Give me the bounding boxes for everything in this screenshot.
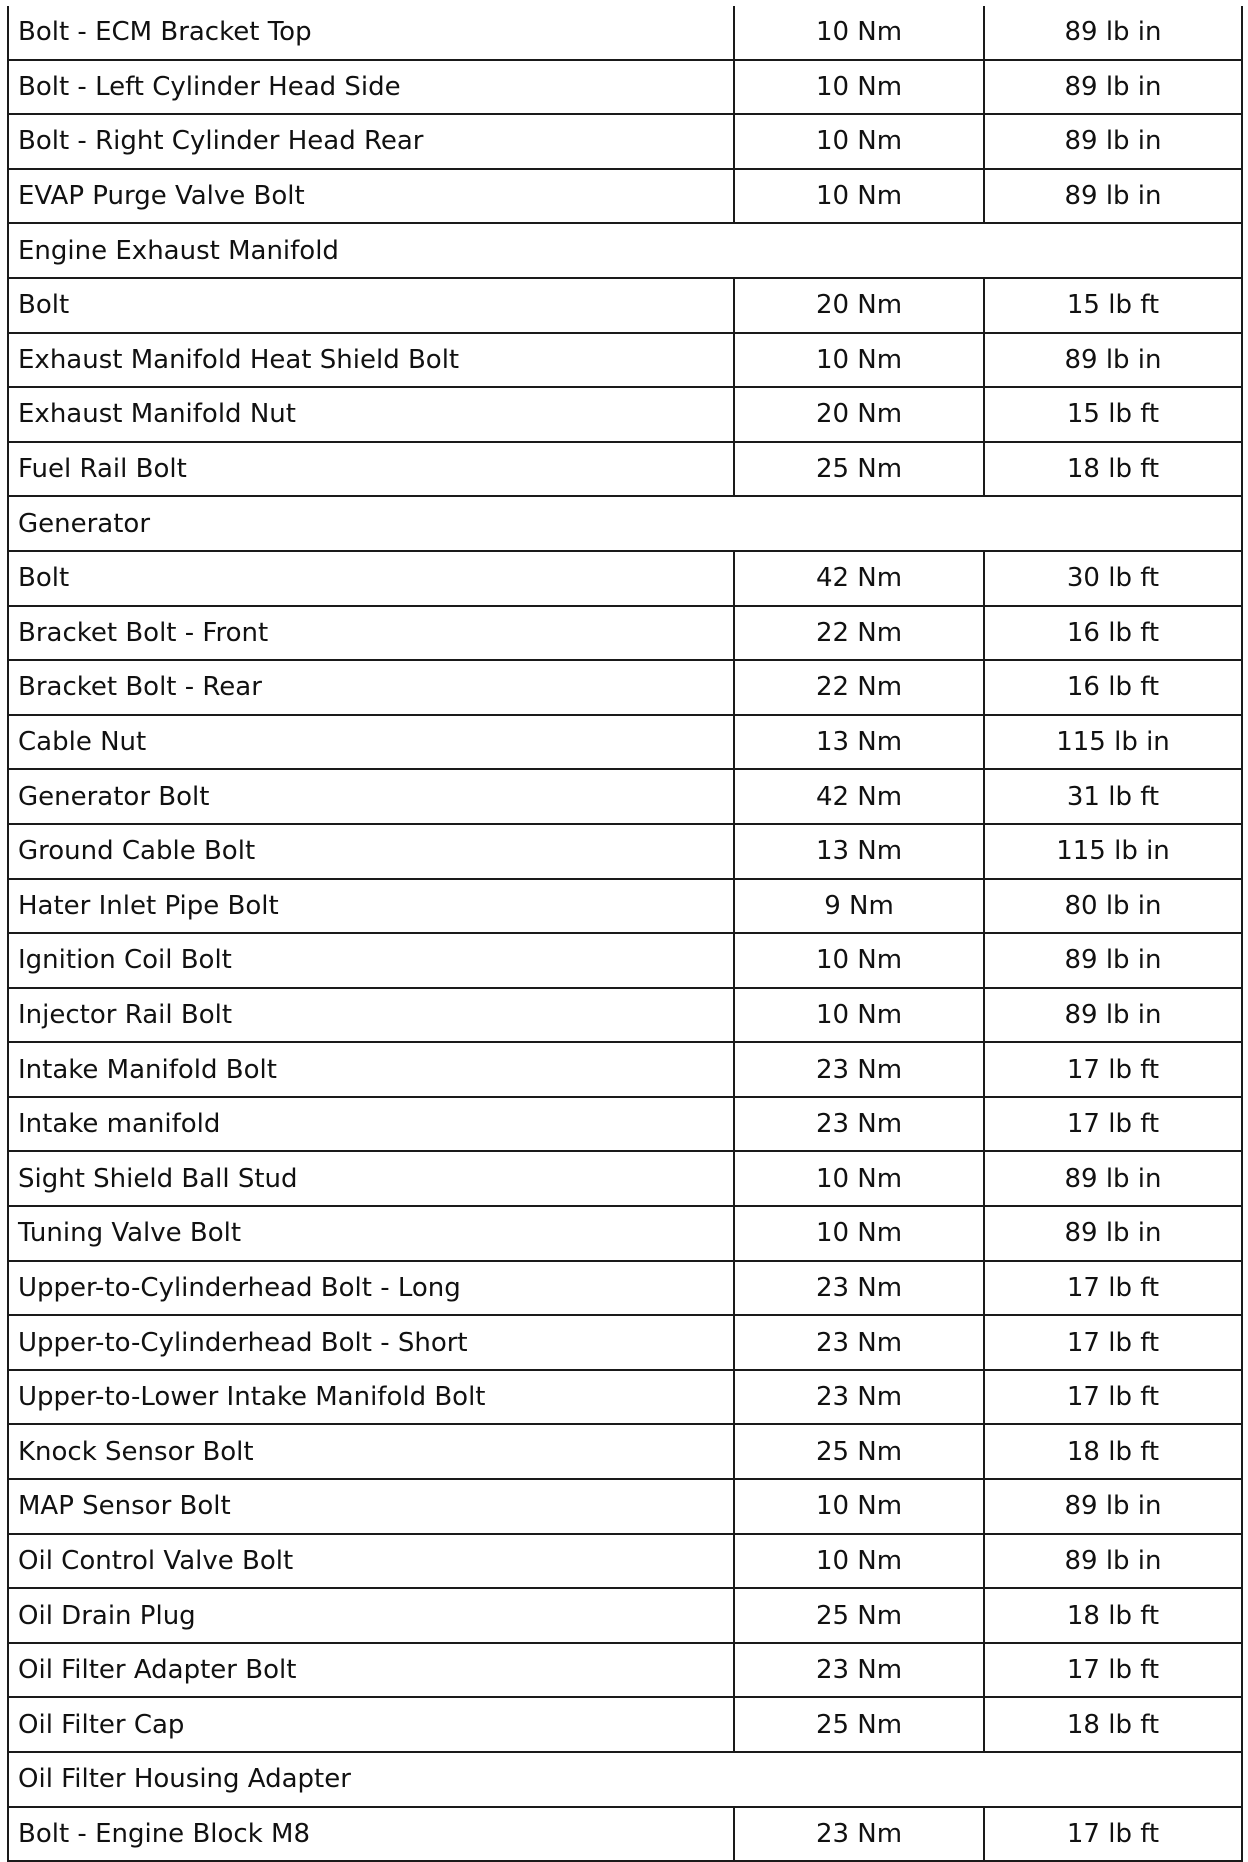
metric-torque-cell: 25 Nm xyxy=(734,1424,984,1479)
metric-torque-cell: 23 Nm xyxy=(734,1370,984,1425)
table-row xyxy=(8,1479,1242,1534)
table-row xyxy=(8,278,1242,333)
metric-torque-cell: 10 Nm xyxy=(734,1151,984,1206)
fastener-name-cell: Oil Filter Cap xyxy=(8,1697,734,1752)
table-row xyxy=(8,1588,1242,1643)
metric-torque-cell: 23 Nm xyxy=(734,1807,984,1862)
english-torque-cell: 18 lb ft xyxy=(984,1424,1242,1479)
table-row xyxy=(8,333,1242,388)
metric-torque-cell: 10 Nm xyxy=(734,1479,984,1534)
english-torque-cell: 89 lb in xyxy=(984,6,1242,60)
table-row xyxy=(8,1315,1242,1370)
metric-torque-cell: 20 Nm xyxy=(734,278,984,333)
fastener-name-cell: MAP Sensor Bolt xyxy=(8,1479,734,1534)
fastener-name-cell: Ignition Coil Bolt xyxy=(8,933,734,988)
metric-torque-cell: 10 Nm xyxy=(734,6,984,60)
fastener-name-cell: Ground Cable Bolt xyxy=(8,824,734,879)
fastener-name-cell: Bolt - Left Cylinder Head Side xyxy=(8,60,734,115)
fastener-name-cell: Cable Nut xyxy=(8,715,734,770)
fastener-name-cell: Injector Rail Bolt xyxy=(8,988,734,1043)
table-row xyxy=(8,1697,1242,1752)
metric-torque-cell: 10 Nm xyxy=(734,1534,984,1589)
english-torque-cell: 18 lb ft xyxy=(984,1588,1242,1643)
metric-torque-cell: 10 Nm xyxy=(734,933,984,988)
table-row xyxy=(8,1370,1242,1425)
fastener-name-cell: Upper-to-Lower Intake Manifold Bolt xyxy=(8,1370,734,1425)
fastener-name-cell: Oil Filter Adapter Bolt xyxy=(8,1643,734,1698)
fastener-name-cell: Upper-to-Cylinderhead Bolt - Long xyxy=(8,1261,734,1316)
section-title: Oil Filter Housing Adapter xyxy=(8,1752,1242,1807)
torque-spec-table-body xyxy=(8,6,1242,1861)
metric-torque-cell: 23 Nm xyxy=(734,1643,984,1698)
english-torque-cell: 89 lb in xyxy=(984,333,1242,388)
table-row xyxy=(8,1097,1242,1152)
fastener-name-cell: Intake manifold xyxy=(8,1097,734,1152)
table-row xyxy=(8,442,1242,497)
fastener-name-cell: Bracket Bolt - Front xyxy=(8,606,734,661)
fastener-name-cell: Intake Manifold Bolt xyxy=(8,1042,734,1097)
english-torque-cell: 17 lb ft xyxy=(984,1807,1242,1862)
fastener-name-cell: Exhaust Manifold Nut xyxy=(8,387,734,442)
fastener-name-cell: Hater Inlet Pipe Bolt xyxy=(8,879,734,934)
english-torque-cell: 17 lb ft xyxy=(984,1643,1242,1698)
table-row xyxy=(8,1534,1242,1589)
table-row xyxy=(8,1042,1242,1097)
fastener-name-cell: Bolt xyxy=(8,278,734,333)
english-torque-cell: 89 lb in xyxy=(984,169,1242,224)
english-torque-cell: 16 lb ft xyxy=(984,606,1242,661)
table-row xyxy=(8,387,1242,442)
metric-torque-cell: 42 Nm xyxy=(734,769,984,824)
english-torque-cell: 17 lb ft xyxy=(984,1042,1242,1097)
fastener-name-cell: Upper-to-Cylinderhead Bolt - Short xyxy=(8,1315,734,1370)
torque-spec-table xyxy=(7,6,1243,1862)
section-header-row xyxy=(8,223,1242,278)
metric-torque-cell: 10 Nm xyxy=(734,988,984,1043)
english-torque-cell: 17 lb ft xyxy=(984,1315,1242,1370)
metric-torque-cell: 10 Nm xyxy=(734,60,984,115)
fastener-name-cell: Tuning Valve Bolt xyxy=(8,1206,734,1261)
english-torque-cell: 18 lb ft xyxy=(984,1697,1242,1752)
english-torque-cell: 89 lb in xyxy=(984,1479,1242,1534)
fastener-name-cell: Bracket Bolt - Rear xyxy=(8,660,734,715)
table-row xyxy=(8,169,1242,224)
english-torque-cell: 17 lb ft xyxy=(984,1370,1242,1425)
metric-torque-cell: 10 Nm xyxy=(734,169,984,224)
english-torque-cell: 89 lb in xyxy=(984,1206,1242,1261)
metric-torque-cell: 22 Nm xyxy=(734,660,984,715)
english-torque-cell: 89 lb in xyxy=(984,988,1242,1043)
metric-torque-cell: 25 Nm xyxy=(734,442,984,497)
metric-torque-cell: 23 Nm xyxy=(734,1315,984,1370)
table-row xyxy=(8,715,1242,770)
table-row xyxy=(8,660,1242,715)
metric-torque-cell: 25 Nm xyxy=(734,1588,984,1643)
fastener-name-cell: Generator Bolt xyxy=(8,769,734,824)
english-torque-cell: 18 lb ft xyxy=(984,442,1242,497)
table-row xyxy=(8,1424,1242,1479)
english-torque-cell: 15 lb ft xyxy=(984,278,1242,333)
english-torque-cell: 17 lb ft xyxy=(984,1261,1242,1316)
metric-torque-cell: 23 Nm xyxy=(734,1261,984,1316)
table-row xyxy=(8,1261,1242,1316)
table-row xyxy=(8,606,1242,661)
table-row xyxy=(8,1151,1242,1206)
metric-torque-cell: 13 Nm xyxy=(734,715,984,770)
fastener-name-cell: Fuel Rail Bolt xyxy=(8,442,734,497)
english-torque-cell: 115 lb in xyxy=(984,824,1242,879)
table-row xyxy=(8,60,1242,115)
metric-torque-cell: 20 Nm xyxy=(734,387,984,442)
table-row xyxy=(8,933,1242,988)
english-torque-cell: 16 lb ft xyxy=(984,660,1242,715)
table-row xyxy=(8,1807,1242,1862)
english-torque-cell: 89 lb in xyxy=(984,60,1242,115)
english-torque-cell: 89 lb in xyxy=(984,114,1242,169)
section-title: Engine Exhaust Manifold xyxy=(8,223,1242,278)
fastener-name-cell: Exhaust Manifold Heat Shield Bolt xyxy=(8,333,734,388)
english-torque-cell: 89 lb in xyxy=(984,933,1242,988)
fastener-name-cell: Knock Sensor Bolt xyxy=(8,1424,734,1479)
fastener-name-cell: Oil Drain Plug xyxy=(8,1588,734,1643)
metric-torque-cell: 10 Nm xyxy=(734,114,984,169)
section-header-row xyxy=(8,496,1242,551)
table-row xyxy=(8,6,1242,60)
table-row xyxy=(8,879,1242,934)
table-row xyxy=(8,1206,1242,1261)
metric-torque-cell: 10 Nm xyxy=(734,1206,984,1261)
metric-torque-cell: 25 Nm xyxy=(734,1697,984,1752)
fastener-name-cell: Sight Shield Ball Stud xyxy=(8,1151,734,1206)
fastener-name-cell: Bolt - Engine Block M8 xyxy=(8,1807,734,1862)
table-row xyxy=(8,769,1242,824)
table-row xyxy=(8,551,1242,606)
section-title: Generator xyxy=(8,496,1242,551)
table-row xyxy=(8,114,1242,169)
english-torque-cell: 30 lb ft xyxy=(984,551,1242,606)
metric-torque-cell: 23 Nm xyxy=(734,1097,984,1152)
fastener-name-cell: Bolt - Right Cylinder Head Rear xyxy=(8,114,734,169)
fastener-name-cell: Oil Control Valve Bolt xyxy=(8,1534,734,1589)
fastener-name-cell: Bolt xyxy=(8,551,734,606)
metric-torque-cell: 9 Nm xyxy=(734,879,984,934)
section-header-row xyxy=(8,1752,1242,1807)
table-row xyxy=(8,988,1242,1043)
metric-torque-cell: 42 Nm xyxy=(734,551,984,606)
metric-torque-cell: 23 Nm xyxy=(734,1042,984,1097)
table-row xyxy=(8,1643,1242,1698)
english-torque-cell: 17 lb ft xyxy=(984,1097,1242,1152)
table-row xyxy=(8,824,1242,879)
english-torque-cell: 15 lb ft xyxy=(984,387,1242,442)
english-torque-cell: 89 lb in xyxy=(984,1534,1242,1589)
fastener-name-cell: EVAP Purge Valve Bolt xyxy=(8,169,734,224)
metric-torque-cell: 22 Nm xyxy=(734,606,984,661)
fastener-name-cell: Bolt - ECM Bracket Top xyxy=(8,6,734,60)
metric-torque-cell: 13 Nm xyxy=(734,824,984,879)
metric-torque-cell: 10 Nm xyxy=(734,333,984,388)
english-torque-cell: 115 lb in xyxy=(984,715,1242,770)
english-torque-cell: 80 lb in xyxy=(984,879,1242,934)
english-torque-cell: 31 lb ft xyxy=(984,769,1242,824)
english-torque-cell: 89 lb in xyxy=(984,1151,1242,1206)
